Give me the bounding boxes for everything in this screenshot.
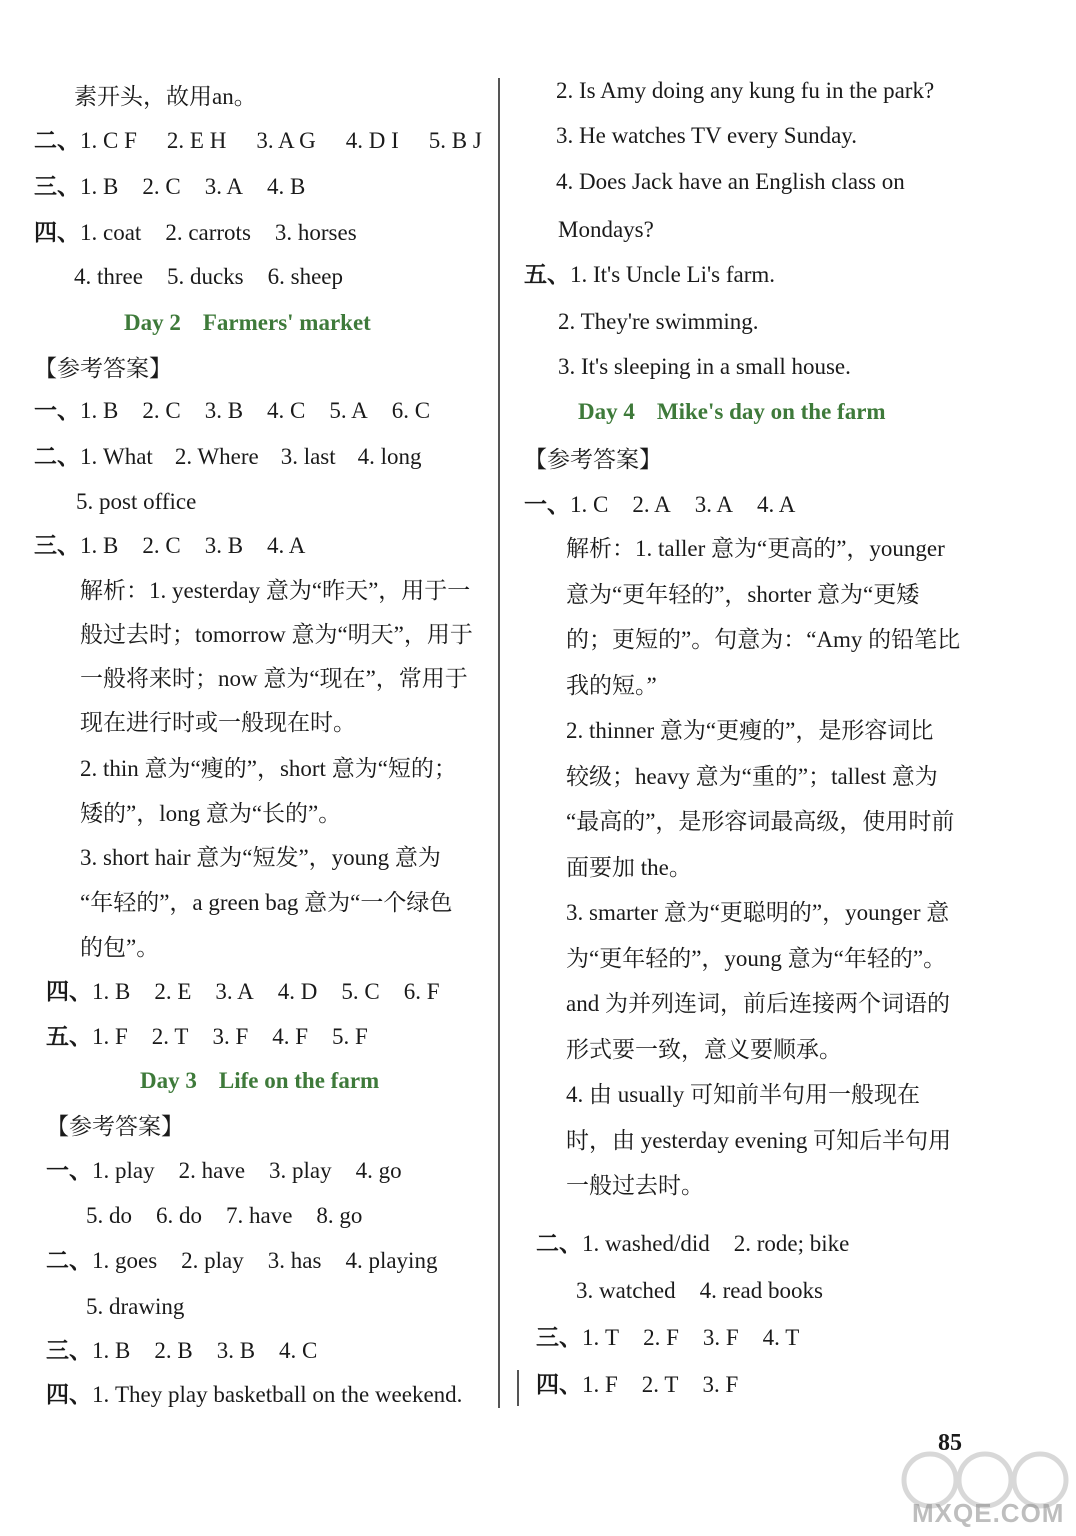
answer-item: 2. have	[178, 1158, 246, 1183]
answer-key-label: 【参考答案】	[46, 1114, 184, 1139]
text-line: 5. drawing	[86, 1294, 185, 1319]
answer-row	[524, 490, 795, 520]
answer-item: 2. C	[142, 174, 181, 199]
answer-item: 3. play	[269, 1158, 332, 1183]
answer-item: 3. horses	[274, 220, 357, 245]
answer-row	[34, 172, 305, 202]
explanation-line: 解析：1. taller 意为“更高的”，younger	[566, 536, 945, 561]
answer-item: 4. three	[74, 264, 143, 289]
column-divider	[498, 78, 500, 1408]
answer-item: 1. goes	[92, 1248, 158, 1273]
explanation-line: 3. smarter 意为“更聪明的”，younger 意	[566, 900, 950, 925]
section-number: 三、	[46, 1338, 92, 1363]
answer-item: 1. B	[80, 398, 119, 423]
explanation-line: 一般过去时。	[566, 1173, 704, 1198]
day-number: Day 3	[140, 1068, 197, 1093]
answer-item: 4. D I	[345, 128, 399, 153]
answer-item: 2. T	[151, 1024, 189, 1049]
answer-row	[34, 126, 482, 156]
answer-row	[46, 1380, 462, 1410]
explanation-line: 4. 由 usually 可知前半句用一般现在	[566, 1082, 920, 1107]
answer-item: 2. T	[641, 1372, 679, 1397]
explanation-line: 较级；heavy 意为“重的”；tallest 意为	[566, 764, 938, 789]
answer-item: 1. F	[582, 1372, 618, 1397]
answer-row	[46, 977, 440, 1007]
page-number: 85	[938, 1430, 962, 1456]
explanation-line: 我的短。”	[566, 673, 657, 698]
day-heading	[124, 308, 371, 338]
explanation-line: “最高的”，是形容词最高级，使用时前	[566, 809, 955, 834]
section-number: 二、	[46, 1248, 92, 1273]
answer-item: 6. do	[156, 1203, 202, 1228]
text-line: 4. Does Jack have an English class on	[556, 169, 905, 194]
answer-item: 2. F	[643, 1325, 679, 1350]
section-number: 一、	[46, 1158, 92, 1183]
answer-text: 1. It's Uncle Li's farm.	[570, 262, 776, 287]
answer-item: 1. coat	[80, 220, 142, 245]
answer-row	[34, 531, 305, 561]
answer-item: 6. C	[391, 398, 431, 423]
answer-item: 2. Where	[174, 444, 259, 469]
explanation-line: 的；更短的”。句意为：“Amy 的铅笔比	[566, 627, 961, 652]
day-number: Day 4	[578, 399, 635, 424]
answer-item: 4. C	[279, 1338, 318, 1363]
answer-row	[46, 1336, 317, 1366]
answer-item: 4. F	[272, 1024, 309, 1049]
answer-item: 5. F	[332, 1024, 368, 1049]
explanation-line: 矮的”，long 意为“长的”。	[80, 801, 342, 826]
day-title: Farmers' market	[202, 310, 371, 335]
answer-item: 4. playing	[345, 1248, 438, 1273]
answer-item: 4. C	[267, 398, 306, 423]
answer-row	[46, 1246, 437, 1276]
answer-key-label: 【参考答案】	[34, 356, 172, 381]
section-number: 四、	[46, 979, 92, 1004]
text-line: Mondays?	[558, 217, 654, 242]
explanation-line: 为“更年轻的”，young 意为“年轻的”。	[566, 946, 947, 971]
section-number: 四、	[536, 1372, 582, 1397]
answer-item: 2. E	[154, 979, 192, 1004]
answer-item: 1. T	[582, 1325, 620, 1350]
answer-item: 3. F	[702, 1372, 739, 1397]
day-heading	[140, 1066, 379, 1096]
answer-item: 3. B	[204, 398, 244, 423]
answer-row	[34, 218, 357, 248]
answer-item: 1. B	[92, 979, 131, 1004]
answer-item: 4. read books	[699, 1278, 823, 1303]
section-number: 五、	[46, 1024, 92, 1049]
answer-item: 1. washed/did	[582, 1231, 710, 1256]
answer-item: 8. go	[316, 1203, 363, 1228]
section-number: 一、	[524, 492, 570, 517]
section-number: 二、	[34, 444, 80, 469]
answer-row	[34, 442, 422, 472]
answer-item: 4. A	[267, 533, 306, 558]
answer-item: 4. T	[762, 1325, 800, 1350]
column-divider	[517, 1370, 519, 1406]
section-number: 三、	[34, 174, 80, 199]
answer-row	[536, 1323, 799, 1353]
answer-item: 2. E H	[166, 128, 227, 153]
answer-item: 2. C	[142, 533, 181, 558]
explanation-line: 现在进行时或一般现在时。	[80, 710, 356, 735]
day-number: Day 2	[124, 310, 181, 335]
section-number: 一、	[34, 398, 80, 423]
answer-item: 1. B	[80, 533, 119, 558]
explanation-line: 2. thinner 意为“更瘦的”，是形容词比	[566, 718, 934, 743]
answer-item: 1. C F	[80, 128, 137, 153]
answer-row	[524, 260, 775, 290]
explanation-line: “年轻的”，a green bag 意为“一个绿色	[80, 890, 453, 915]
explanation-line: 时，由 yesterday evening 可知后半句用	[566, 1128, 952, 1153]
answer-item: 3. last	[280, 444, 336, 469]
answer-item: 2. rode; bike	[733, 1231, 850, 1256]
section-number: 四、	[46, 1382, 92, 1407]
answer-item: 4. D	[277, 979, 318, 1004]
section-number: 二、	[34, 128, 80, 153]
section-number: 五、	[524, 262, 570, 287]
answer-item: 1. B	[92, 1338, 131, 1363]
answer-item: 6. F	[403, 979, 440, 1004]
answer-item: 3. A	[215, 979, 254, 1004]
explanation-line: 般过去时；tomorrow 意为“明天”，用于	[80, 622, 473, 647]
answer-row	[86, 1201, 362, 1231]
answer-item: 3. A G	[256, 128, 316, 153]
day-title: Life on the farm	[218, 1068, 380, 1093]
answer-item: 3. B	[204, 533, 244, 558]
section-number: 三、	[536, 1325, 582, 1350]
day-title: Mike's day on the farm	[656, 399, 886, 424]
answer-row	[74, 262, 343, 292]
answer-item: 2. play	[181, 1248, 244, 1273]
watermark-text: MXQE.COM	[912, 1498, 1065, 1528]
answer-item: 1. F	[92, 1024, 128, 1049]
answer-row	[46, 1022, 368, 1052]
answer-item: 4. A	[757, 492, 796, 517]
answer-item: 4. long	[357, 444, 422, 469]
text-line: 2. Is Amy doing any kung fu in the park?	[556, 78, 935, 103]
answer-item: 1. B	[80, 174, 119, 199]
answer-item: 4. B	[267, 174, 306, 199]
text-line: 素开头，故用an。	[74, 84, 257, 109]
answer-item: 5. do	[86, 1203, 132, 1228]
answer-item: 3. B	[216, 1338, 256, 1363]
answer-item: 1. play	[92, 1158, 155, 1183]
answer-item: 5. ducks	[166, 264, 244, 289]
section-number: 二、	[536, 1231, 582, 1256]
answer-item: 2. C	[142, 398, 181, 423]
explanation-line: 的包”。	[80, 935, 160, 960]
answer-item: 6. sheep	[267, 264, 344, 289]
answer-row	[576, 1276, 823, 1306]
text-line: 2. They're swimming.	[558, 309, 759, 334]
explanation-line: 3. short hair 意为“短发”，young 意为	[80, 845, 441, 870]
answer-row	[536, 1370, 738, 1400]
explanation-line: 面要加 the。	[566, 855, 692, 880]
section-number: 四、	[34, 220, 80, 245]
section-number: 三、	[34, 533, 80, 558]
day-heading	[578, 397, 886, 427]
answer-item: 7. have	[226, 1203, 293, 1228]
answer-row	[536, 1229, 849, 1259]
answer-text: 1. They play basketball on the weekend.	[92, 1382, 463, 1407]
text-line: 3. It's sleeping in a small house.	[558, 354, 851, 379]
answer-item: 3. A	[204, 174, 244, 199]
answer-item: 5. C	[341, 979, 380, 1004]
explanation-line: and 为并列连词，前后连接两个词语的	[566, 991, 950, 1016]
answer-item: 2. carrots	[165, 220, 251, 245]
answer-key-label: 【参考答案】	[524, 447, 662, 472]
answer-item: 5. B J	[428, 128, 482, 153]
answer-item: 4. go	[355, 1158, 402, 1183]
answer-row	[46, 1156, 402, 1186]
answer-item: 1. What	[80, 444, 153, 469]
answer-item: 2. B	[154, 1338, 193, 1363]
explanation-line: 一般将来时；now 意为“现在”，常用于	[80, 666, 468, 691]
text-line: 5. post office	[76, 489, 197, 514]
text-line: 3. He watches TV every Sunday.	[556, 123, 858, 148]
explanation-line: 解析：1. yesterday 意为“昨天”，用于一	[80, 578, 471, 603]
explanation-line: 形式要一致，意义要顺承。	[566, 1037, 842, 1062]
answer-item: 2. A	[632, 492, 671, 517]
answer-item: 1. C	[570, 492, 609, 517]
answer-item: 3. F	[212, 1024, 249, 1049]
explanation-line: 意为“更年轻的”，shorter 意为“更矮	[566, 582, 920, 607]
explanation-line: 2. thin 意为“瘦的”，short 意为“短的；	[80, 756, 457, 781]
answer-item: 3. A	[694, 492, 734, 517]
answer-item: 3. F	[702, 1325, 739, 1350]
answer-item: 5. A	[329, 398, 368, 423]
answer-item: 3. watched	[576, 1278, 676, 1303]
answer-row	[34, 396, 430, 426]
answer-item: 3. has	[267, 1248, 322, 1273]
